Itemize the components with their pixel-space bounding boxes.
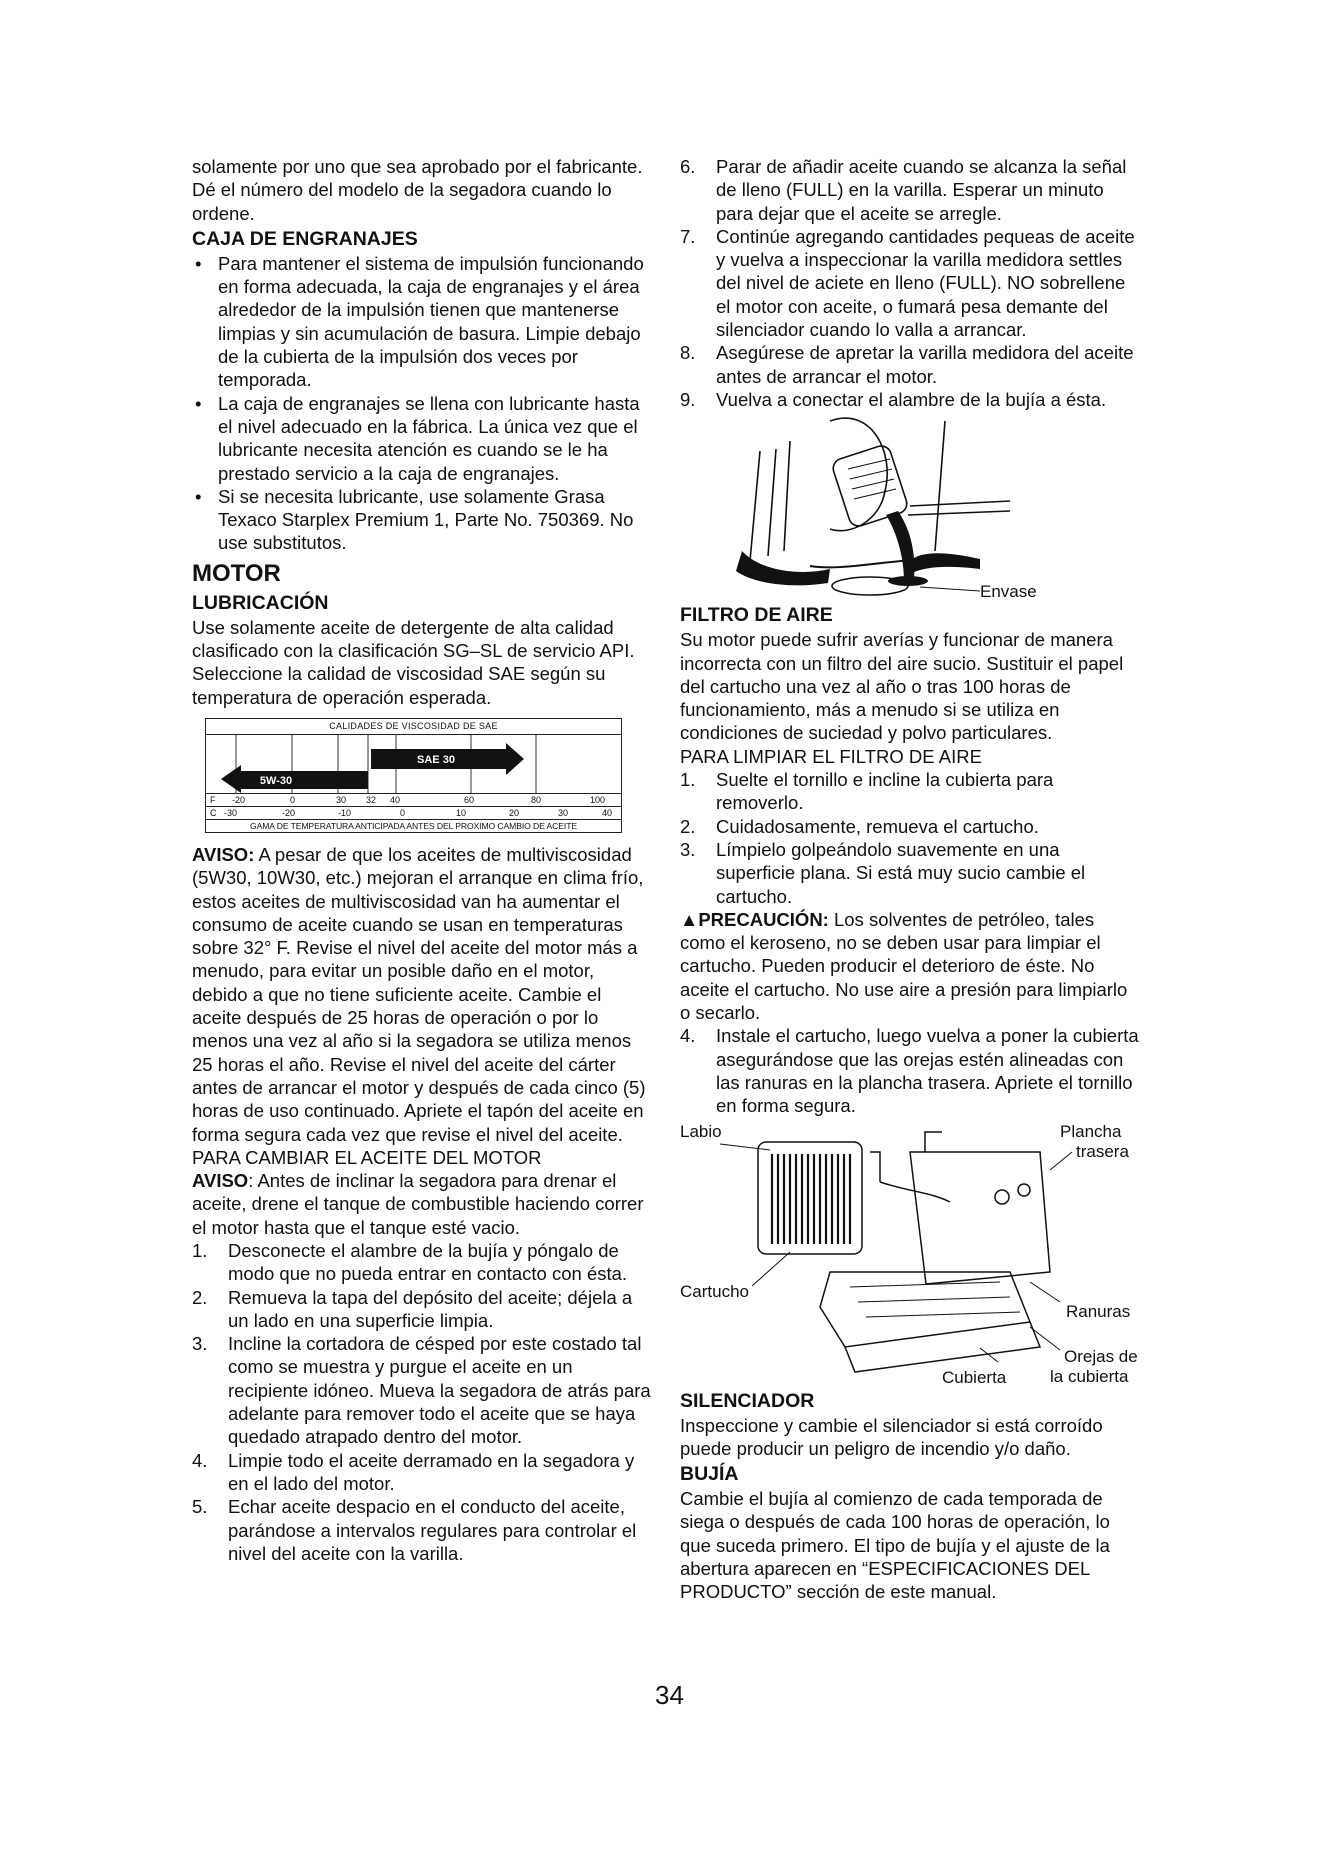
clean-filter-heading: PARA LIMPIAR EL FILTRO DE AIRE — [680, 745, 982, 767]
viscosity-chart — [205, 718, 622, 833]
spark-plug-text: Cambie el bujía al comienzo de cada temporada de siega o después de cada 100 horas de operación, lo que suceda primero. El tipo de bujía y el ajuste de la abertura aparecen en “ESPECIFICACIONES DEL PRODUCTO” sección de este manual. — [680, 1488, 1110, 1603]
oil-step: 8. Asegúrese de apretar la varilla medidora del aceite antes de arrancar el motor. — [680, 342, 1134, 387]
oil-step: 1. Desconecte el alambre de la bujía y póngalo de modo que no pueda entrar en contacto con ésta. — [192, 1239, 628, 1285]
muffler-heading: SILENCIADOR — [680, 1389, 815, 1412]
oil-drain-drawing — [680, 411, 1140, 601]
oil-step: 9. Vuelva a conectar el alambre de la bujía a ésta. — [680, 388, 1107, 410]
left-column — [192, 155, 652, 1565]
aviso-label: AVISO: — [192, 843, 255, 865]
aviso-drain-text: : Antes de inclinar la segadora para drenar el aceite, drene el tanque de combustible haciendo correr el motor hasta que el tanque esté vacio. — [192, 1170, 644, 1238]
oil-step: 4. Limpie todo el aceite derramado en la segadora y en el lado del motor. — [192, 1449, 635, 1494]
trasera-label: trasera — [1076, 1141, 1129, 1161]
page-number: 34 — [655, 1680, 684, 1710]
caution-label: PRECAUCIÓN: — [698, 908, 829, 930]
filter-step: 1. Suelte el tornillo e incline la cubierta para removerlo. — [680, 769, 1054, 814]
viscosity-chart-footer: GAMA DE TEMPERATURA ANTICIPADA ANTES DEL PROXIMO CAMBIO DE ACEITE — [206, 819, 621, 832]
viscosity-chart-title: CALIDADES DE VISCOSIDAD DE SAE — [206, 719, 621, 735]
intro-text: solamente por uno que sea aprobado por el fabricante. Dé el número del modelo de la segadora cuando lo ordene. — [192, 156, 643, 224]
spark-plug-heading: BUJÍA — [680, 1463, 739, 1486]
orejas-label: Orejas de — [1064, 1346, 1138, 1366]
cubierta-label: Cubierta — [942, 1367, 1007, 1387]
change-oil-heading: PARA CAMBIAR EL ACEITE DEL MOTOR — [192, 1146, 542, 1168]
aviso-drain-label: AVISO — [192, 1170, 249, 1192]
oil-step: 3. Incline la cortadora de césped por este costado tal como se muestra y purgue el aceite en un recipiente idóneo. Mueva la segadora de atrás para adelante para remover todo el aceite que se haya quedado atrapado dentro del motor. — [192, 1333, 651, 1448]
plancha-label: Plancha — [1060, 1121, 1122, 1141]
aviso-text: A pesar de que los aceites de multiviscosidad (5W30, 10W30, etc.) mejoran el arranque en clima frío, estos aceites de multiviscosidad van ha aumentar el consumo de aceite cuando se usan en temperaturas sobre 32° F. Revise el nivel del aceite del motor más a menudo, para evitar un posible daño en el motor, debido a que no tiene suficiente aceite. Cambie el aceite después de 25 horas de operación o por lo menos una vez al año si la segadora se utiliza menos 25 horas el año. Revise el nivel del aceite del cárter antes de arrancar el motor y después de cada cinco (5) horas de uso continuado. Apriete el tapón del aceite en forma segura cada vez que revise el nivel del aceite. — [192, 843, 646, 1145]
filter-step: 2. Cuidadosamente, remueva el cartucho. — [680, 815, 1039, 837]
ranuras-label: Ranuras — [1066, 1301, 1131, 1321]
right-column — [680, 155, 1140, 1604]
oil-drain-illustration — [680, 411, 1140, 601]
gear-heading: CAJA DE ENGRANAJES — [192, 227, 418, 250]
sae30-label: SAE 30 — [417, 753, 455, 766]
lubrication-heading: LUBRICACIÓN — [192, 591, 329, 614]
envase-label: Envase — [980, 582, 1037, 602]
filter-step: 3. Límpielo golpeándolo suavemente en una superficie plana. Si está muy sucio cambie el cartucho. — [680, 838, 1086, 907]
oil-step: 7. Continúe agregando cantidades pequeas de aceite y vuelva a inspeccionar la varilla medidora settles del nivel de aciete en lleno (FULL). NO sobrellene el motor con aceite, o fumará pesa demante del silenciador cuando lo valla a arrancar. — [680, 225, 1135, 341]
cartucho-label: Cartucho — [680, 1281, 749, 1301]
air-filter-illustration — [680, 1122, 1140, 1387]
muffler-text: Inspeccione y cambie el silenciador si está corroído puede producir un peligro de incendio y/o daño. — [680, 1414, 1103, 1459]
fahrenheit-row: F -20 0 30 32 40 60 80 100 — [206, 793, 621, 806]
oil-step: 5. Echar aceite despacio en el conducto del aceite, parándose a intervalos regulares para controlar el nivel del aceite con la varilla. — [192, 1496, 637, 1564]
gear-bullet: • La caja de engranajes se llena con lubricante hasta el nivel adecuado en la fábrica. La única vez que el lubricante necesita atención es cuando se le ha prestado servicio a la caja de engranajes. — [192, 392, 652, 485]
5w30-bar — [221, 765, 368, 793]
gear-bullet: • Si se necesita lubricante, use solamente Grasa Texaco Starplex Premium 1, Parte No. 750369. No use substitutos. — [192, 485, 652, 555]
lubrication-text: Use solamente aceite de detergente de alta calidad clasificado con la clasificación SG–SL de servicio API. Seleccione la calidad de viscosidad SAE según su temperatura de operación esperada. — [192, 616, 635, 708]
motor-heading: MOTOR — [192, 559, 281, 587]
filter-step: 4. Instale el cartucho, luego vuelva a poner la cubierta asegurándose que las orejas estén alineadas con las ranuras en la plancha trasera. Apriete el tornillo en forma segura. — [680, 1025, 1139, 1117]
air-filter-text: Su motor puede sufrir averías y funcionar de manera incorrecta con un filtro del aire sucio. Sustituir el papel del cartucho una vez al año o tras 100 horas de funcionamiento, más a menudo si se utiliza en condiciones de suciedad y polvo particulares. — [680, 629, 1124, 744]
viscosity-bars — [206, 735, 621, 793]
caution-paragraph — [680, 908, 1140, 1024]
aviso-paragraph — [192, 843, 652, 1146]
warning-triangle-icon: ▲ — [680, 908, 699, 930]
5w30-label: 5W-30 — [259, 774, 293, 787]
caution-text: Los solventes de petróleo, tales como el keroseno, no se deben usar para limpiar el cartucho. Pueden producir el deterioro de éste. No aceite el cartucho. No use aire a presión para limpiarlo o secarlo. — [680, 908, 1128, 1024]
oil-step: 2. Remueva la tapa del depósito del aceite; déjela a un lado en una superficie limpia. — [192, 1286, 633, 1331]
celsius-row: C -30 -20 -10 0 10 20 30 40 — [206, 806, 621, 819]
orejas-label-line2: la cubierta — [1050, 1366, 1129, 1386]
oil-step: 6. Parar de añadir aceite cuando se alcanza la señal de lleno (FULL) en la varilla. Esperar un minuto para dejar que el aceite se arregle. — [680, 156, 1127, 224]
air-filter-heading: FILTRO DE AIRE — [680, 604, 833, 627]
aviso-drain-paragraph — [192, 1169, 652, 1239]
gear-bullet: • Para mantener el sistema de impulsión funcionando en forma adecuada, la caja de engranajes y el área alrededor de la impulsión tienen que mantenerse limpias y sin acumulación de basura. Limpie debajo de la cubierta de la impulsión dos veces por temporada. — [192, 252, 652, 392]
labio-label: Labio — [680, 1121, 722, 1141]
